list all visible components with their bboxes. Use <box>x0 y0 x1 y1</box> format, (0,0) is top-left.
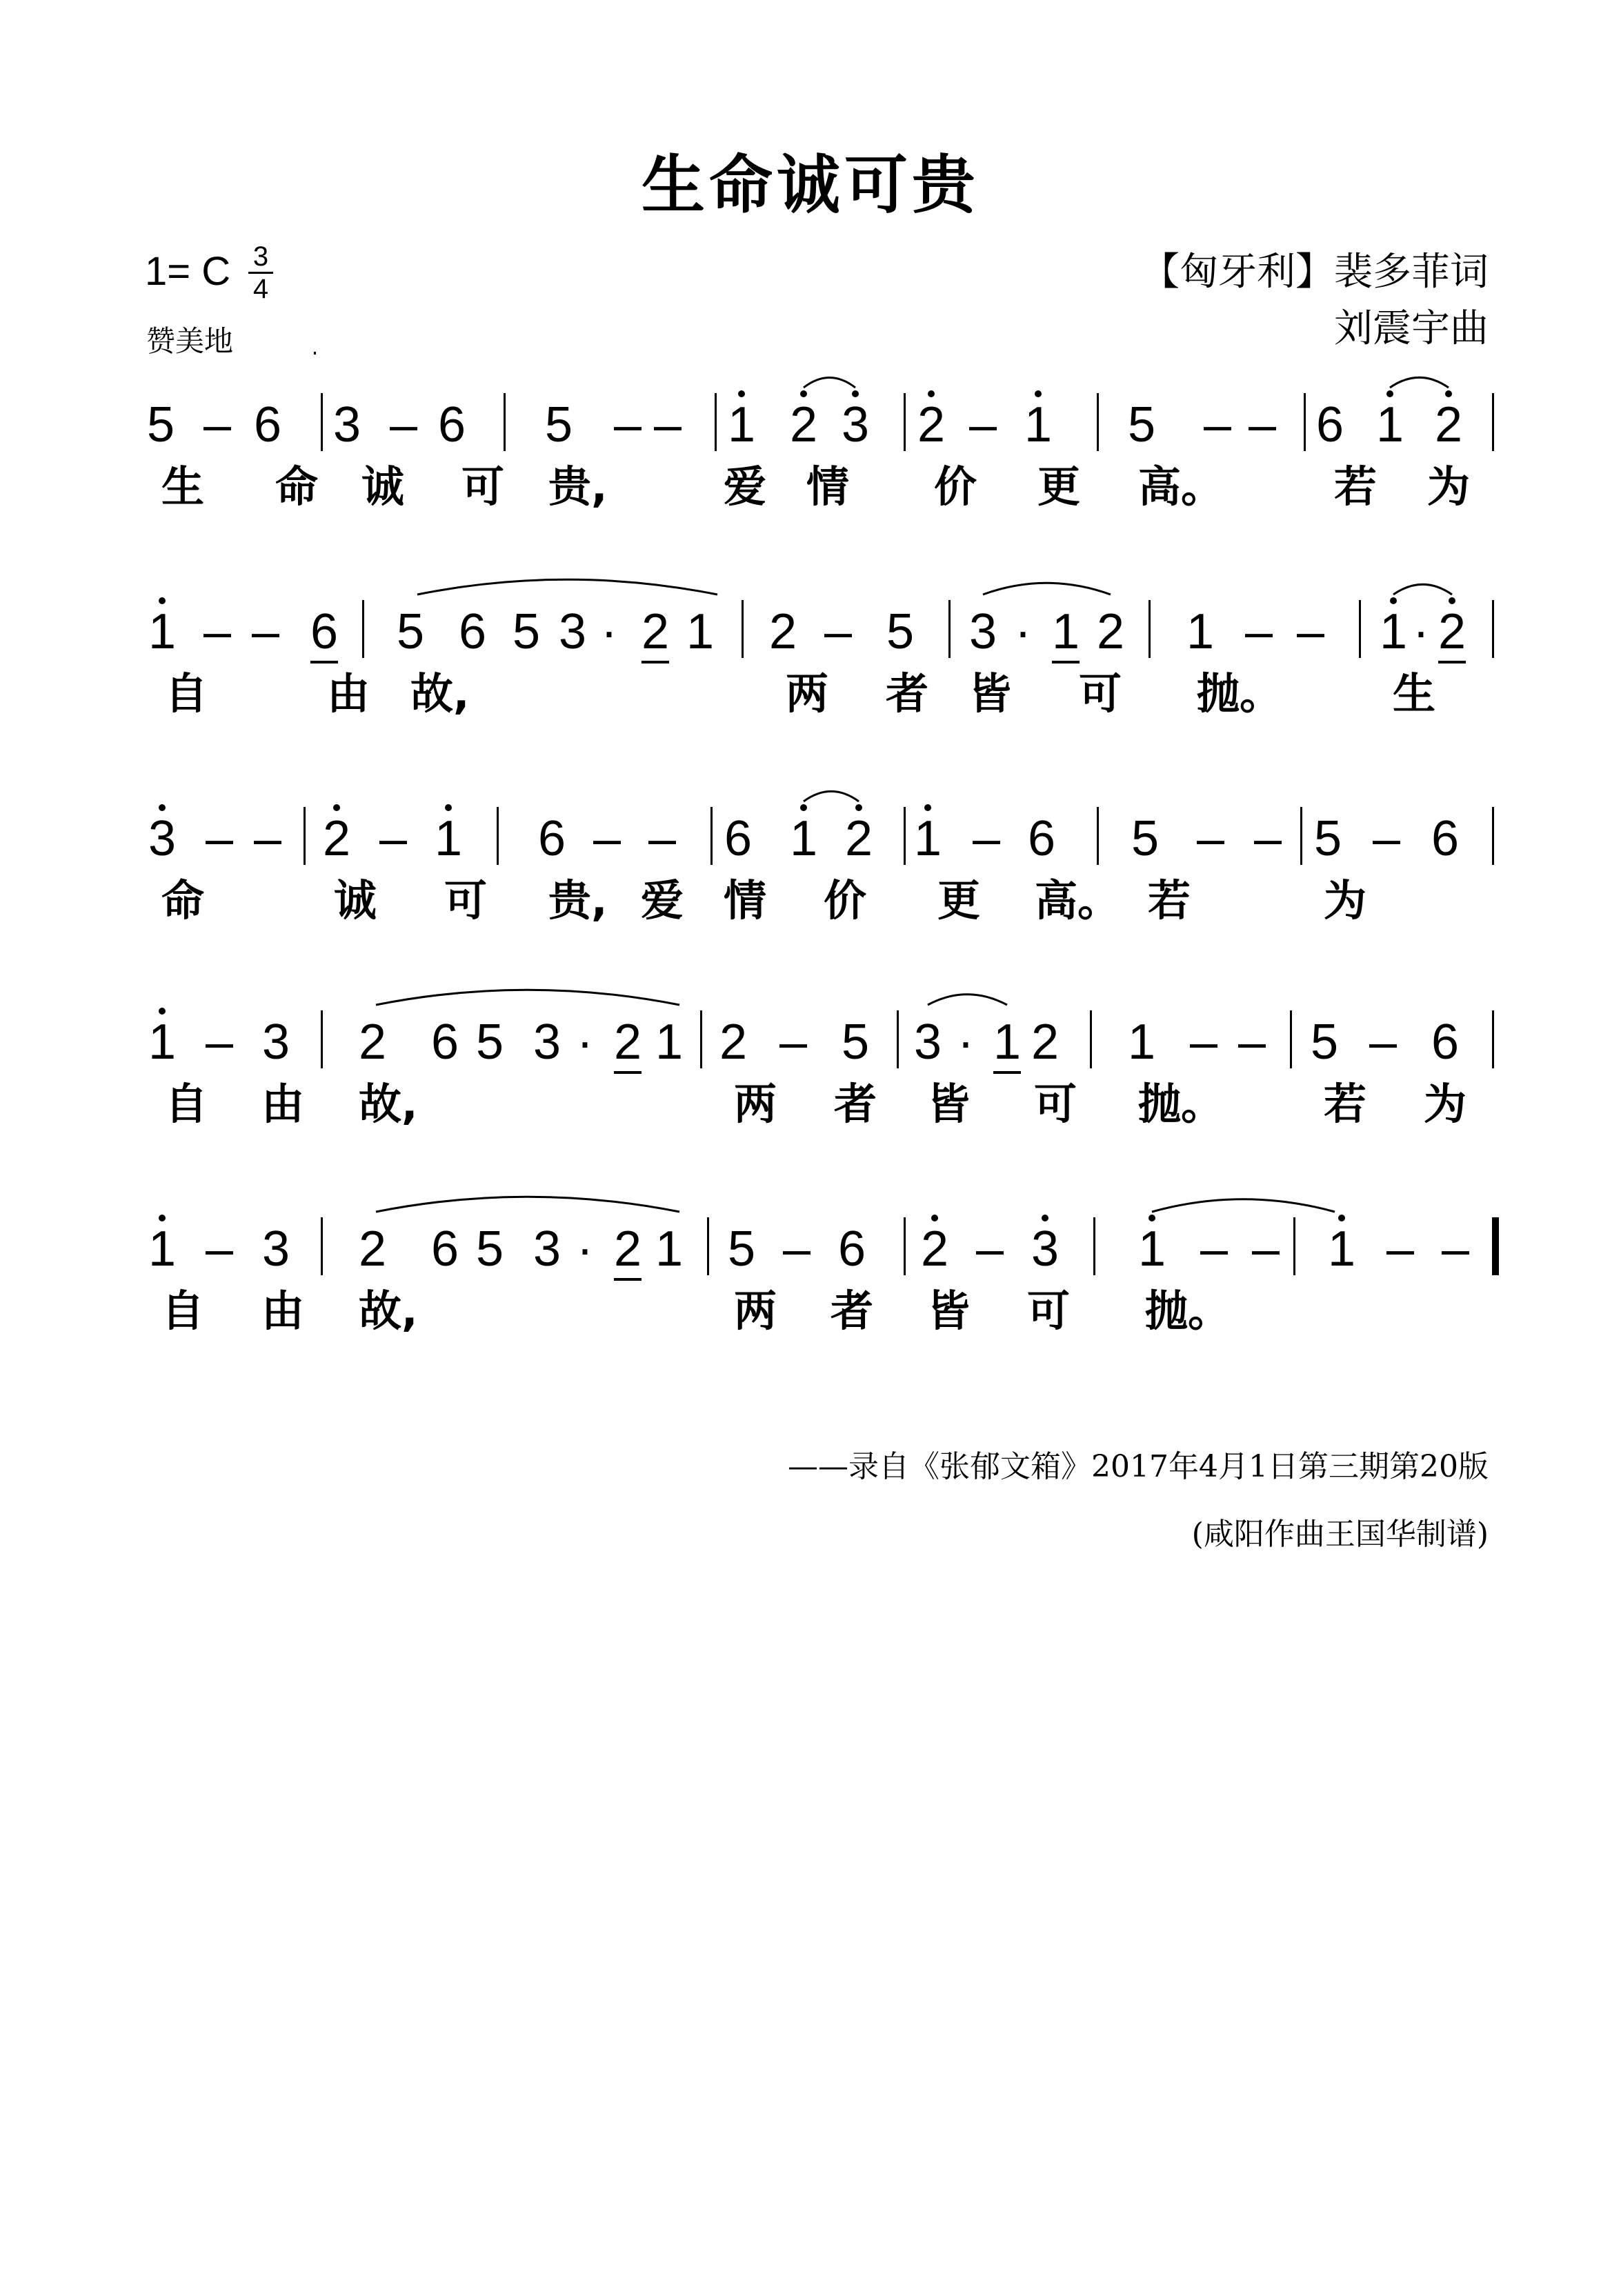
note: 1 <box>1321 1224 1362 1274</box>
augmentation-dot: · <box>1413 604 1429 659</box>
dash: – <box>824 604 853 659</box>
bar-line <box>1090 1010 1092 1068</box>
note: 5 <box>886 604 915 659</box>
note: 2 <box>1031 1015 1060 1070</box>
dash: – <box>1203 397 1232 452</box>
note: 1 <box>986 1017 1028 1067</box>
octave-dot <box>1390 597 1397 604</box>
note: 5 <box>146 397 175 452</box>
lyric-char: 可 <box>444 875 487 926</box>
dash: – <box>593 811 621 866</box>
bar-line <box>1492 393 1494 451</box>
note: 1 <box>1186 604 1215 659</box>
lyric-char: 高。 <box>1138 461 1224 512</box>
lyric-char: 若 <box>1333 461 1377 512</box>
note: 2 <box>635 607 676 657</box>
dash: – <box>1441 1221 1470 1277</box>
dash: – <box>972 811 1001 866</box>
lyric-char: 皆 <box>968 668 1011 719</box>
time-signature-bottom: 4 <box>252 274 269 304</box>
lyric-char: 命 <box>161 875 204 926</box>
dash: – <box>1200 1221 1229 1277</box>
lyric-char: 贵, <box>548 461 608 512</box>
lyric-char: 情 <box>723 875 766 926</box>
lyric-char: 由 <box>261 1286 304 1336</box>
lyric-char: 自 <box>164 668 208 719</box>
note: 3 <box>141 814 183 864</box>
lyricist-credit: 【匈牙利】裴多菲词 <box>1141 250 1489 295</box>
dash: – <box>1369 1015 1398 1070</box>
note: 2 <box>719 1015 748 1070</box>
eighth-underline <box>993 1071 1021 1074</box>
dash: – <box>968 397 997 452</box>
lyric-char: 生 <box>1392 668 1435 719</box>
note: 2 <box>838 814 879 864</box>
dash: – <box>389 397 418 452</box>
octave-dot <box>1386 390 1393 397</box>
note: 6 <box>1431 811 1460 866</box>
bar-line <box>1148 600 1151 658</box>
octave-dot <box>1148 1215 1155 1221</box>
augmentation-dot: · <box>577 1221 593 1277</box>
dash: – <box>1386 1221 1415 1277</box>
augmentation-dot: · <box>577 1015 593 1070</box>
eighth-underline <box>310 661 338 663</box>
time-signature-top: 3 <box>252 241 269 272</box>
lyric-char: 为 <box>1423 1079 1466 1129</box>
note: 6 <box>458 604 487 659</box>
lyric-char: 爱 <box>640 875 684 926</box>
bar-line <box>1097 807 1099 865</box>
lyric-char: 为 <box>1426 461 1470 512</box>
octave-dot <box>852 390 859 397</box>
note: 5 <box>727 1221 756 1277</box>
dash: – <box>653 397 682 452</box>
key-signature: 1= C <box>145 249 231 294</box>
dash: – <box>203 397 232 452</box>
note: 1 <box>1369 400 1411 450</box>
eighth-underline <box>614 1278 642 1281</box>
note: 6 <box>437 397 466 452</box>
octave-dot <box>1338 1215 1345 1221</box>
note: 2 <box>1096 604 1125 659</box>
dash: – <box>1248 397 1277 452</box>
music-system <box>0 1004 1621 1224</box>
lyric-char: 若 <box>1323 1079 1366 1129</box>
lyric-char: 者 <box>885 668 928 719</box>
lyric-char: 抛。 <box>1138 1079 1224 1129</box>
bar-line <box>1492 807 1494 865</box>
note: 3 <box>261 1221 290 1277</box>
lyric-char: 抛。 <box>1145 1286 1231 1336</box>
note: 6 <box>1315 397 1344 452</box>
octave-dot <box>159 804 166 811</box>
note: 1 <box>783 814 824 864</box>
lyric-char: 贵, <box>548 875 608 926</box>
lyric-char: 高。 <box>1035 875 1121 926</box>
bar-line <box>904 807 906 865</box>
bar-line <box>1093 1217 1095 1275</box>
note: 2 <box>607 1017 648 1067</box>
dash: – <box>379 811 408 866</box>
music-system <box>0 386 1621 607</box>
tempo-marking: 赞美地 <box>146 324 234 358</box>
lyric-char: 命 <box>275 461 318 512</box>
lyric-char: 由 <box>261 1079 304 1129</box>
bar-line <box>497 807 499 865</box>
octave-dot <box>159 1215 166 1221</box>
dash: – <box>1253 811 1282 866</box>
note: 3 <box>835 400 876 450</box>
octave-dot <box>855 804 862 811</box>
note: 2 <box>914 1224 955 1274</box>
bar-line <box>304 807 306 865</box>
dash: – <box>1372 811 1401 866</box>
lyric-char: 可 <box>1026 1286 1070 1336</box>
bar-line <box>1293 1217 1295 1275</box>
note: 6 <box>724 811 753 866</box>
note: 1 <box>141 1224 183 1274</box>
lyric-char: 自 <box>161 1286 204 1336</box>
bar-line <box>1300 807 1302 865</box>
lyric-char: 诚 <box>361 461 404 512</box>
bar-line <box>1492 1010 1494 1068</box>
lyric-char: 价 <box>823 875 866 926</box>
lyric-char: 生 <box>161 461 204 512</box>
dash: – <box>648 811 677 866</box>
music-system <box>0 1210 1621 1431</box>
note: 1 <box>1017 400 1059 450</box>
octave-dot <box>800 390 807 397</box>
lyric-char: 可 <box>1033 1079 1077 1129</box>
octave-dot <box>931 1215 938 1221</box>
music-system <box>0 800 1621 1021</box>
bar-line <box>362 600 364 658</box>
note: 6 <box>304 607 345 657</box>
transcriber-note: (咸阳作曲王国华制谱) <box>1191 1517 1489 1552</box>
bar-line <box>1290 1010 1292 1068</box>
eighth-underline <box>614 1071 642 1074</box>
note: 5 <box>841 1015 870 1070</box>
lyric-char: 者 <box>833 1079 877 1129</box>
note: 2 <box>783 400 824 450</box>
dash: – <box>1237 1015 1266 1070</box>
note: 2 <box>358 1221 387 1277</box>
note: 3 <box>332 397 361 452</box>
lyric-char: 价 <box>933 461 977 512</box>
bar-line <box>321 1217 323 1275</box>
note: 5 <box>396 604 425 659</box>
note: 6 <box>430 1221 459 1277</box>
dash: – <box>1296 604 1325 659</box>
note: 5 <box>1127 397 1156 452</box>
note: 3 <box>968 604 997 659</box>
eighth-underline <box>1438 661 1466 663</box>
source-note: ——录自《张郁文箱》2017年4月1日第三期第20版 <box>788 1449 1489 1484</box>
note: 1 <box>655 1015 684 1070</box>
bar-line <box>715 393 717 451</box>
lyric-char: 故, <box>359 1286 418 1336</box>
bar-line <box>948 600 951 658</box>
augmentation-dot: · <box>957 1015 974 1070</box>
dash: – <box>779 1015 808 1070</box>
note: 5 <box>1310 1015 1339 1070</box>
dash: – <box>253 811 282 866</box>
lyric-char: 两 <box>733 1079 777 1129</box>
lyric-char: 由 <box>326 668 370 719</box>
octave-dot <box>333 804 340 811</box>
note: 5 <box>544 397 573 452</box>
lyric-char: 皆 <box>926 1079 970 1129</box>
note: 1 <box>907 814 948 864</box>
octave-dot <box>159 1008 166 1015</box>
bar-line <box>904 1217 906 1275</box>
bar-line <box>700 1010 702 1068</box>
note: 2 <box>1428 400 1469 450</box>
note: 5 <box>512 604 541 659</box>
dash: – <box>1189 1015 1218 1070</box>
lyric-char: 爱 <box>723 461 766 512</box>
lyric-char: 故, <box>359 1079 418 1129</box>
note: 5 <box>1313 811 1342 866</box>
lyric-char: 为 <box>1323 875 1366 926</box>
bar-line <box>1304 393 1306 451</box>
stray-mark <box>314 352 316 355</box>
octave-dot <box>445 804 452 811</box>
eighth-underline <box>1052 661 1080 663</box>
bar-line <box>1097 393 1099 451</box>
note: 3 <box>533 1015 561 1070</box>
dash: – <box>1251 1221 1280 1277</box>
lyric-char: 情 <box>806 461 849 512</box>
note: 5 <box>1131 811 1160 866</box>
bar-line <box>504 393 506 451</box>
bar-line <box>321 393 323 451</box>
note: 1 <box>141 607 183 657</box>
note: 1 <box>1373 607 1414 657</box>
bar-line <box>897 1010 899 1068</box>
lyric-char: 诚 <box>333 875 377 926</box>
lyric-char: 两 <box>733 1286 777 1336</box>
time-signature <box>247 243 275 303</box>
note: 2 <box>1431 607 1473 657</box>
note: 3 <box>913 1015 942 1070</box>
note: 6 <box>1431 1015 1460 1070</box>
lyric-char: 自 <box>164 1079 208 1129</box>
octave-dot <box>1449 597 1455 604</box>
dash: – <box>975 1221 1004 1277</box>
bar-line <box>1492 600 1494 658</box>
note: 2 <box>911 400 952 450</box>
octave-dot <box>928 390 935 397</box>
page-title: 生命诚可贵 <box>641 148 979 222</box>
note: 6 <box>1027 811 1056 866</box>
note: 5 <box>475 1015 504 1070</box>
note: 1 <box>428 814 469 864</box>
note: 3 <box>558 604 587 659</box>
note: 1 <box>686 604 715 659</box>
dash: – <box>782 1221 811 1277</box>
note: 1 <box>1127 1015 1156 1070</box>
dash: – <box>205 1221 234 1277</box>
octave-dot <box>924 804 931 811</box>
lyric-char: 皆 <box>926 1286 970 1336</box>
octave-dot <box>1445 390 1452 397</box>
octave-dot <box>800 804 807 811</box>
dash: – <box>1244 604 1273 659</box>
lyric-char: 抛。 <box>1197 668 1283 719</box>
bar-line <box>321 1010 323 1068</box>
lyric-char: 故, <box>410 668 470 719</box>
note: 1 <box>141 1017 183 1067</box>
bar-line <box>904 393 906 451</box>
note: 6 <box>837 1221 866 1277</box>
dash: – <box>1196 811 1225 866</box>
lyric-char: 者 <box>830 1286 873 1336</box>
note: 1 <box>655 1221 684 1277</box>
bar-line <box>1359 600 1361 658</box>
octave-dot <box>159 597 166 604</box>
dash: – <box>205 811 234 866</box>
bar-line <box>742 600 744 658</box>
note: 3 <box>1024 1224 1066 1274</box>
dash: – <box>613 397 642 452</box>
note: 6 <box>537 811 566 866</box>
note: 2 <box>768 604 797 659</box>
note: 6 <box>430 1015 459 1070</box>
note: 2 <box>358 1015 387 1070</box>
octave-dot <box>1035 390 1042 397</box>
note: 3 <box>261 1015 290 1070</box>
dash: – <box>203 604 232 659</box>
octave-dot <box>1042 1215 1048 1221</box>
bar-line <box>710 807 713 865</box>
note: 2 <box>316 814 357 864</box>
bar-line <box>707 1217 709 1275</box>
note: 2 <box>607 1224 648 1274</box>
octave-dot <box>738 390 745 397</box>
music-system <box>0 593 1621 814</box>
lyric-char: 更 <box>1037 461 1080 512</box>
note: 6 <box>253 397 282 452</box>
lyric-char: 更 <box>937 875 980 926</box>
dash: – <box>251 604 280 659</box>
note: 3 <box>533 1221 561 1277</box>
augmentation-dot: · <box>601 604 617 659</box>
note: 1 <box>1131 1224 1173 1274</box>
bar-line <box>1492 1217 1499 1275</box>
lyric-char: 两 <box>785 668 828 719</box>
composer-credit: 刘震宇曲 <box>1334 306 1489 351</box>
lyric-char: 可 <box>1078 668 1122 719</box>
augmentation-dot: · <box>1015 604 1031 659</box>
eighth-underline <box>642 661 669 663</box>
note: 1 <box>1045 607 1086 657</box>
note: 1 <box>721 400 762 450</box>
dash: – <box>205 1015 234 1070</box>
lyric-char: 若 <box>1147 875 1191 926</box>
note: 5 <box>475 1221 504 1277</box>
lyric-char: 可 <box>461 461 504 512</box>
